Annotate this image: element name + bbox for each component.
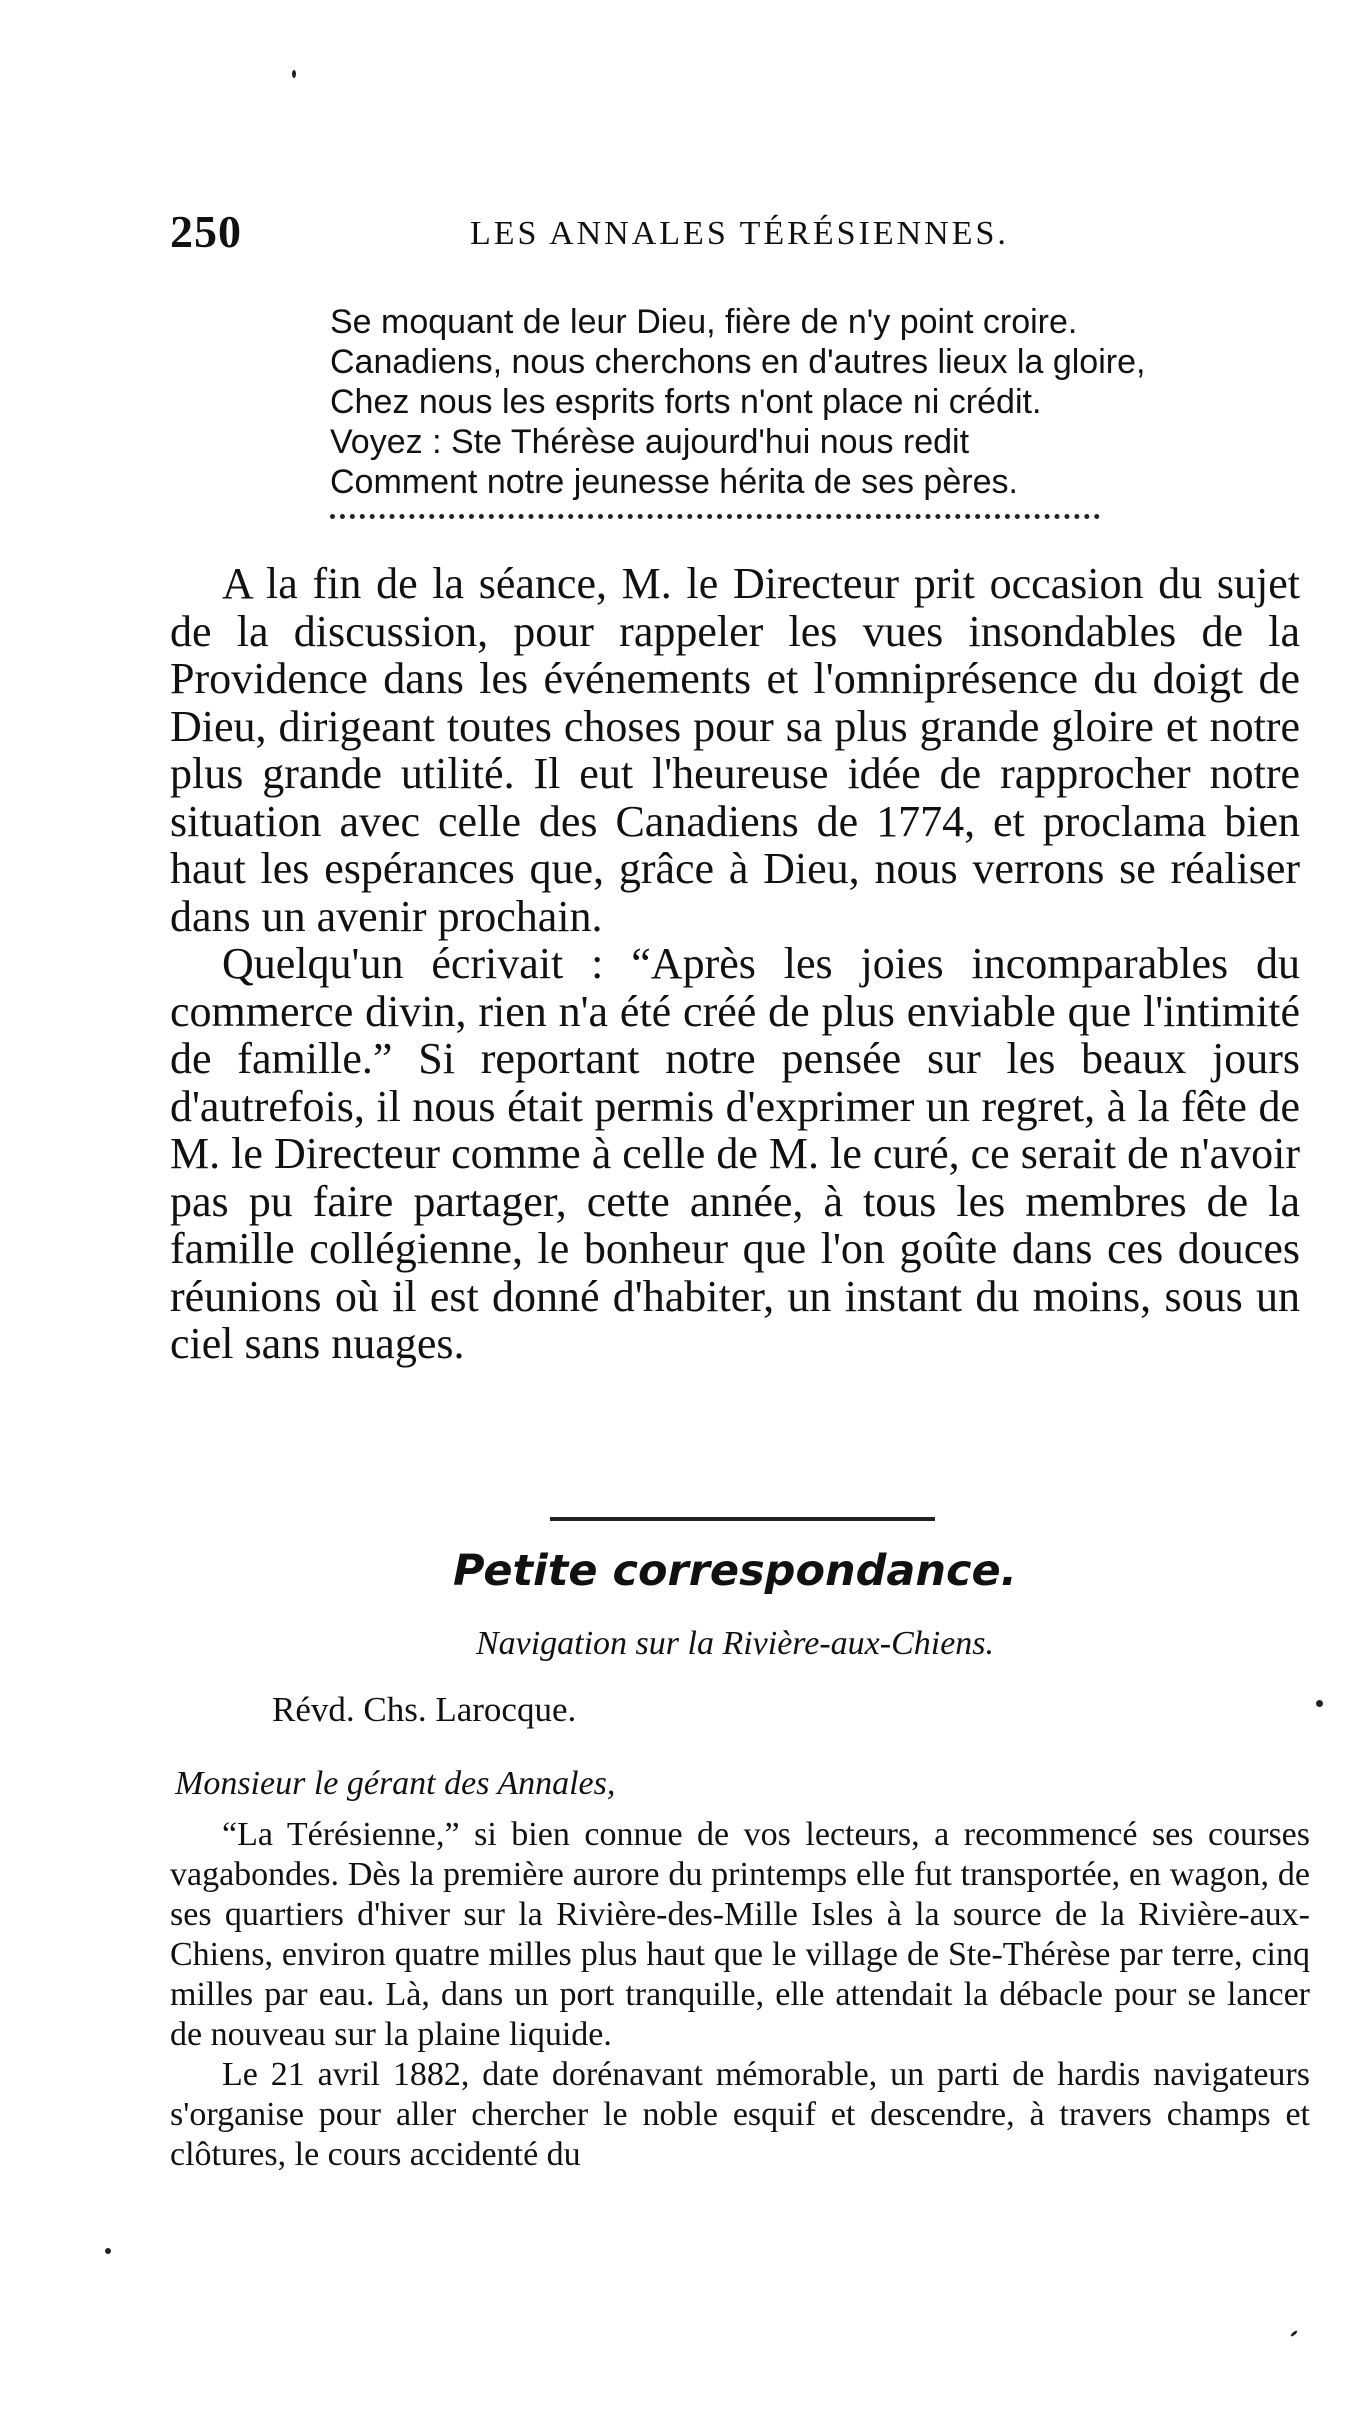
- body-paragraph: A la fin de la séance, M. le Directeur prit occasion du sujet de la discussion, pour rappeler les vues insondables de la Providence dans les événements et l'omniprésence du doigt de Dieu, dirigeant toutes choses pour sa plus grande gloire et notre plus grande utilité. Il eut l'heureuse idée de rapprocher notre situation avec celle des Canadiens de 1774, et proclama bien haut les espérances que, grâce à Dieu, nous verrons se réaliser dans un avenir prochain.: [170, 559, 1300, 941]
- letter-paragraph: Le 21 avril 1882, date dorénavant mémorable, un parti de hardis navigateurs s'organise pour aller chercher le noble esquif et descendre, à travers champs et clôtures, le cours accidenté du: [170, 2056, 1310, 2173]
- poem-line: Comment notre jeunesse hérita de ses pères.: [330, 463, 1018, 501]
- section-title: Petite correspondance.: [452, 1546, 1018, 1596]
- body-paragraph: Quelqu'un écrivait : “Après les joies incomparables du commerce divin, rien n'a été créé de plus enviable que l'intimité de famille.” Si reportant notre pensée sur les beaux jours d'autrefois, il nous était permis d'exprimer un regret, à la fête de M. le Directeur comme à celle de M. le curé, ce serait de n'avoir pas pu faire partager, cette année, à tous les membres de la famille collégienne, le bonheur que l'on goûte dans ces douces réunions où il est donné d'habiter, un instant du moins, sous un ciel sans nuages.: [170, 939, 1300, 1368]
- print-speck: [1290, 2330, 1298, 2337]
- letter-paragraph: “La Térésienne,” si bien connue de vos lecteurs, a recommencé ses courses vagabondes. Dès la première aurore du printemps elle fut transportée, en wagon, de ses quartiers d'hiver sur la Rivière-des-Mille Isles à la source de la Rivière-aux-Chiens, environ quatre milles plus haut que le village de Ste-Thérèse par terre, cinq milles par eau. Là, dans un port tranquille, elle attendait la débacle pour se lancer de nouveau sur la plaine liquide.: [170, 1816, 1310, 2053]
- poem-line: Se moquant de leur Dieu, fière de n'y point croire.: [330, 303, 1078, 341]
- running-title: LES ANNALES TÉRÉSIENNES.: [470, 215, 1009, 252]
- poem-excerpt: [330, 302, 1290, 502]
- poem-line: Canadiens, nous cherchons en d'autres lieux la gloire,: [330, 343, 1146, 381]
- page-header: [170, 205, 1310, 265]
- main-text: [170, 560, 1300, 1368]
- dotted-ellipsis-divider: [330, 510, 1100, 519]
- letter-salutation: Monsieur le gérant des Annales,: [175, 1765, 616, 1802]
- letter-author: Révd. Chs. Larocque.: [272, 1690, 577, 1729]
- page-number: 250: [170, 206, 242, 257]
- poem-line: Chez nous les esprits forts n'ont place ni crédit.: [330, 383, 1042, 421]
- print-speck: [1316, 1700, 1323, 1707]
- letter-text: [170, 1815, 1310, 2175]
- poem-line: Voyez : Ste Thérèse aujourd'hui nous redit: [330, 423, 970, 461]
- print-speck: [105, 2248, 111, 2254]
- section-divider: [550, 1517, 935, 1521]
- section-subtitle: Navigation sur la Rivière-aux-Chiens.: [475, 1625, 995, 1662]
- print-speck: [292, 70, 296, 78]
